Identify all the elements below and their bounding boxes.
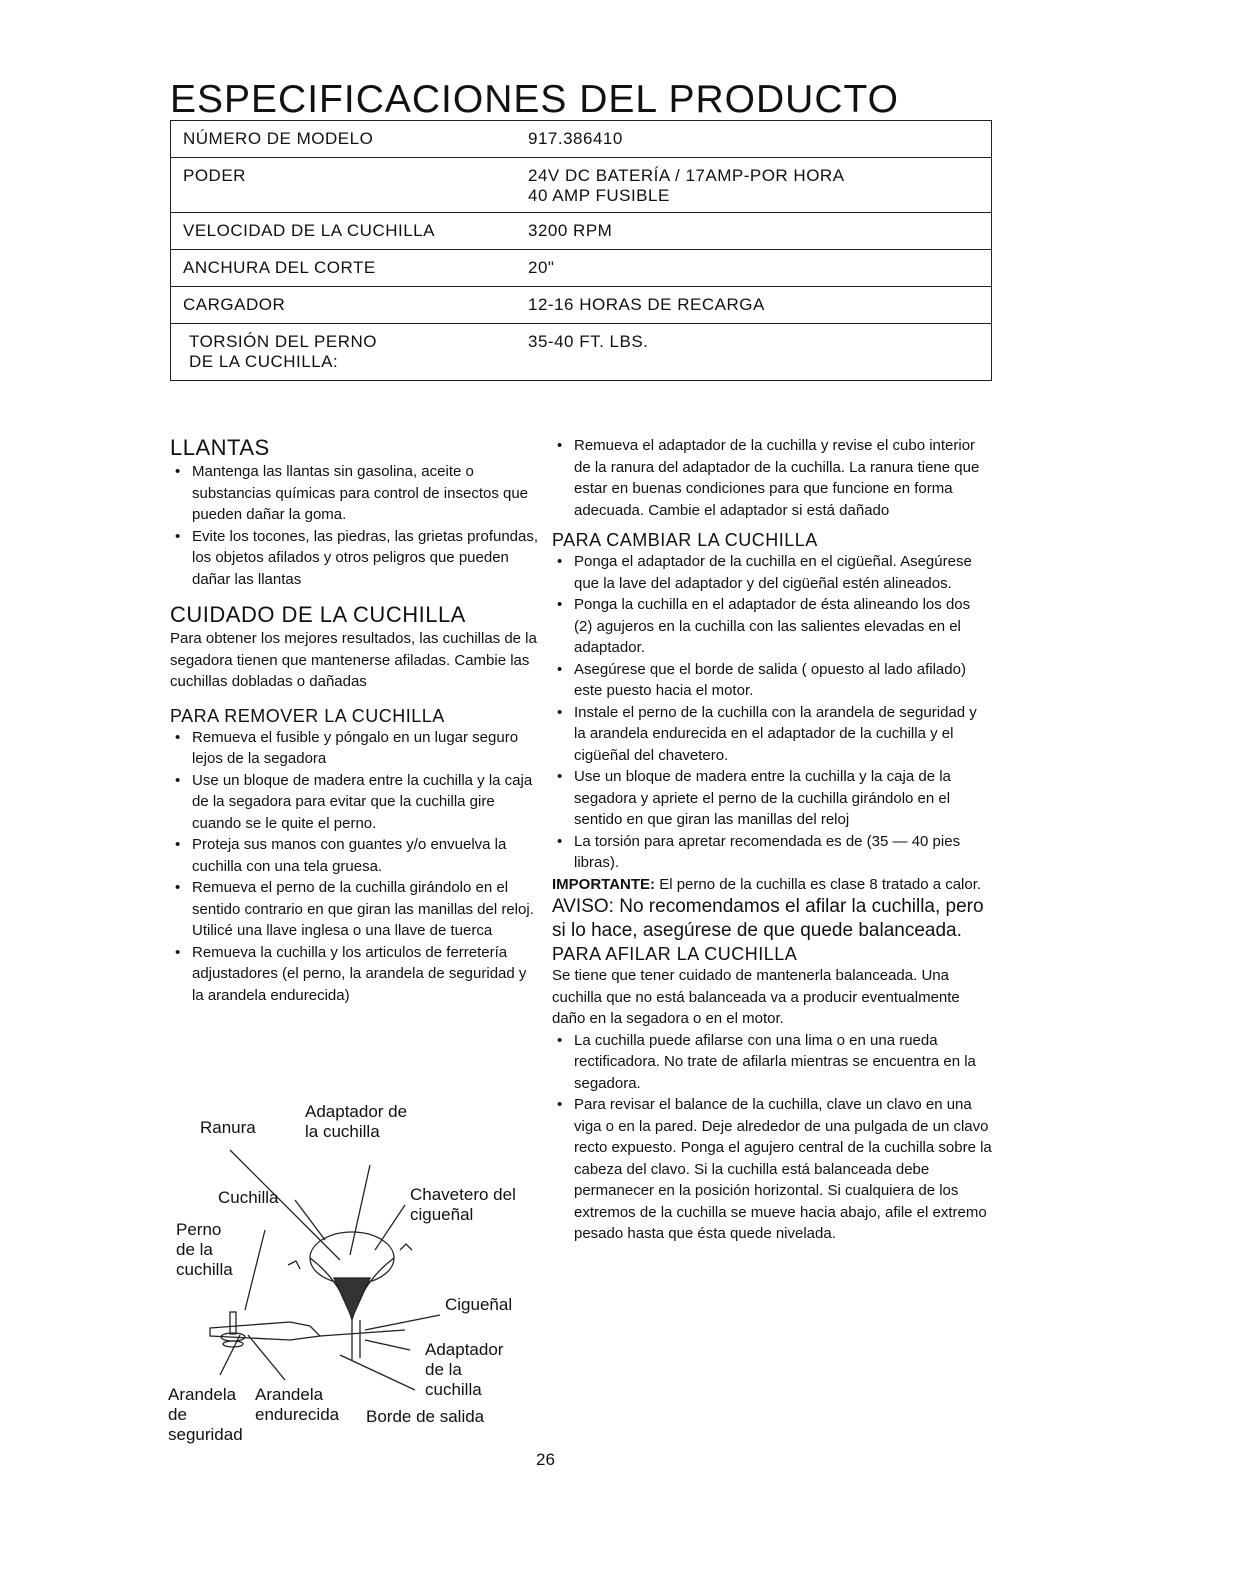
page-number: 26 (536, 1450, 555, 1469)
remover-list (170, 727, 540, 1007)
list-item: • Remueva el adaptador de la cuchilla y revise el cubo interior de la ranura del adaptador de la cuchilla. La ranura tiene que estar en buenas condiciones para que funcione en forma adecuada. Cambie el adaptador si está dañado (552, 435, 992, 521)
afilar-list (552, 1030, 992, 1245)
spec-value: 12-16 HORAS DE RECARGA (528, 295, 765, 314)
list-item: • Use un bloque de madera entre la cuchilla y la caja de la segadora y apriete el perno de la cuchilla girándolo en el sentido en que giran las manillas del reloj (552, 766, 992, 831)
aviso-note (552, 895, 992, 943)
label-arandela-seguridad: Arandela de seguridad (168, 1385, 243, 1444)
list-item: • Asegúrese que el borde de salida ( opuesto al lado afilado) este puesto hacia el motor. (552, 659, 992, 702)
label-ranura: Ranura (200, 1118, 256, 1137)
llantas-heading: LLANTAS (170, 435, 270, 460)
list-item: • Para revisar el balance de la cuchilla, clave un clavo en una viga o en la pared. Deje alrededor de una pulgada de un clavo recto expuesto. Ponga el agujero central de la cuchilla sobre la cabeza del clavo. Si la cuchilla está balanceada debe permanecer en la posición horizontal. Si cualquiera de los extremos de la cuchilla se mueve hacia abajo, afile el extremo pesado hasta que ésta quede nivelada. (552, 1094, 992, 1245)
list-item: • Mantenga las llantas sin gasolina, aceite o substancias químicas para control de insectos que pueden dañar la goma. (170, 461, 540, 526)
aviso-text: No recomendamos el afilar la cuchilla, pero si lo hace, asegúrese de que quede balanceada. (552, 896, 984, 941)
label-ciguenal: Cigueñal (445, 1295, 513, 1314)
label-borde-salida: Borde de salida (366, 1407, 485, 1426)
importante-note (552, 874, 992, 896)
importante-label: IMPORTANTE: (552, 875, 656, 893)
aviso-label: AVISO: (552, 896, 614, 917)
list-item: • Use un bloque de madera entre la cuchilla y la caja de la segadora para evitar que la cuchilla gire cuando se le quite el perno. (170, 770, 540, 835)
list-item: • Remueva el perno de la cuchilla girándolo en el sentido contrario en que giran las manillas del reloj. Utilicé una llave inglesa o una llave de tuerca (170, 877, 540, 942)
label-arandela-endurecida: Arandela endurecida (255, 1385, 340, 1424)
cambiar-list (552, 551, 992, 874)
left-column (170, 435, 540, 1006)
spec-row (171, 287, 991, 324)
spec-value: 35-40 FT. LBS. (528, 332, 649, 351)
list-item: • Evite los tocones, las piedras, las grietas profundas, los objetos afilados y otros peligros que pueden dañar las llantas (170, 526, 540, 591)
label-chavetero: Chavetero del cigueñal (410, 1185, 516, 1224)
adapter-check-list (552, 435, 992, 521)
spec-row (171, 250, 991, 287)
spec-label: ANCHURA DEL CORTE (183, 258, 376, 277)
afilar-heading: PARA AFILAR LA CUCHILLA (552, 944, 798, 964)
list-item: • Ponga el adaptador de la cuchilla en el cigüeñal. Asegúrese que la lave del adaptador y del cigüeñal estén alineados. (552, 551, 992, 594)
spec-value: 917.386410 (528, 129, 623, 148)
cuidado-text: Para obtener los mejores resultados, las cuchillas de la segadora tienen que mantenerse afiladas. Cambie las cuchillas dobladas o dañadas (170, 630, 537, 690)
spec-label: TORSIÓN DEL PERNO DE LA CUCHILLA: (189, 332, 377, 371)
label-perno: Perno de la cuchilla (176, 1220, 233, 1279)
cambiar-heading: PARA CAMBIAR LA CUCHILLA (552, 530, 818, 550)
spec-row (171, 213, 991, 250)
spec-label: CARGADOR (183, 295, 286, 314)
spec-label: VELOCIDAD DE LA CUCHILLA (183, 221, 435, 240)
remover-heading: PARA REMOVER LA CUCHILLA (170, 705, 445, 726)
label-adaptador-bottom: Adaptador de la cuchilla (425, 1340, 504, 1399)
list-item: • Remueva la cuchilla y los articulos de ferretería adjustadores (el perno, la arandela de seguridad y la arandela endurecida) (170, 942, 540, 1007)
spec-label: PODER (183, 166, 246, 185)
list-item: • Proteja sus manos con guantes y/o envuelva la cuchilla con una tela gruesa. (170, 834, 540, 877)
spec-row (171, 324, 991, 381)
spec-value: 20" (528, 258, 555, 277)
cuidado-heading: CUIDADO DE LA CUCHILLA (170, 602, 466, 627)
blade-assembly-diagram (170, 1090, 540, 1460)
spec-label: NÚMERO DE MODELO (183, 129, 374, 148)
list-item: • Instale el perno de la cuchilla con la arandela de seguridad y la arandela endurecida en el adaptador de la cuchilla y el cigüeñal del chavetero. (552, 702, 992, 767)
spec-table (170, 120, 992, 381)
label-cuchilla: Cuchilla (218, 1188, 279, 1207)
spec-value: 24V DC BATERÍA / 17AMP-POR HORA 40 AMP FUSIBLE (528, 166, 845, 205)
llantas-list (170, 461, 540, 590)
list-item: • La cuchilla puede afilarse con una lima o en una rueda rectificadora. No trate de afilarla mientras se encuentra en la segadora. (552, 1030, 992, 1095)
list-item: • Remueva el fusible y póngalo en un lugar seguro lejos de la segadora (170, 727, 540, 770)
spec-value: 3200 RPM (528, 221, 613, 240)
list-item: • La torsión para apretar recomendada es de (35 — 40 pies libras). (552, 831, 992, 874)
page-title: ESPECIFICACIONES DEL PRODUCTO (170, 78, 899, 121)
importante-text: El perno de la cuchilla es clase 8 tratado a calor. (655, 875, 982, 893)
afilar-text: Se tiene que tener cuidado de mantenerla balanceada. Una cuchilla que no está balanceada va a producir eventualmente daño en la segadora o en el motor. (552, 967, 960, 1027)
list-item: • Ponga la cuchilla en el adaptador de ésta alineando los dos (2) agujeros en la cuchilla con las salientes elevadas en el adaptador. (552, 594, 992, 659)
spec-row (171, 158, 991, 213)
label-adaptador-top: Adaptador de la cuchilla (305, 1102, 408, 1141)
spec-row (171, 121, 991, 158)
right-column (552, 435, 992, 1245)
